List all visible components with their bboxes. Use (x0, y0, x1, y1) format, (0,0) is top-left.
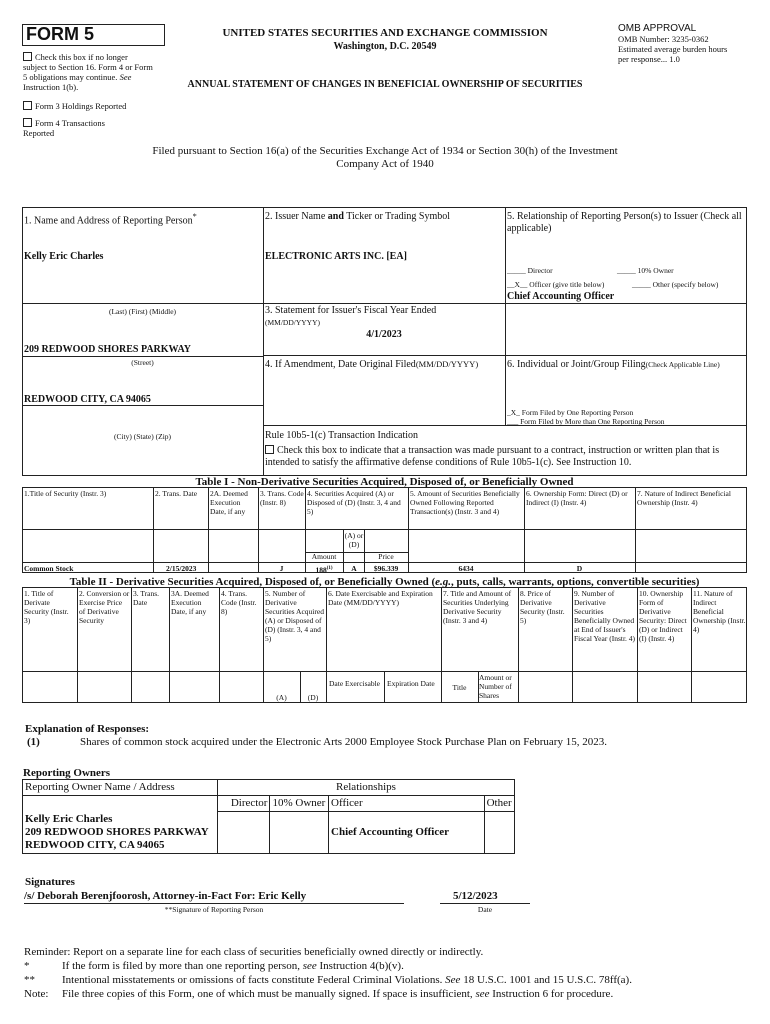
signature-date: 5/12/2023 (453, 890, 498, 902)
table1-title: Table I - Non-Derivative Securities Acquired, Disposed of, or Beneficially Owned (195, 476, 574, 488)
form4-checkbox[interactable] (23, 118, 32, 127)
no-longer-subject-option[interactable]: Check this box if no longer subject to Section 16. Form 4 or Form 5 obligations may continue. See Instruction 1(b). (23, 52, 153, 92)
divider (22, 562, 747, 563)
t1-col1-header: 1.Title of Security (Instr. 3) (24, 489, 107, 498)
date-line (440, 903, 530, 904)
fiscal-year-label: 3. Statement for Issuer's Fiscal Year Ended (265, 305, 437, 316)
t2-col1-header: 1. Title of Derivate Security (Instr. 3) (24, 589, 69, 625)
explanation-heading: Explanation of Responses: (25, 723, 150, 735)
officer-option[interactable]: __X__ Officer (give title below) (507, 280, 605, 289)
footer-note: File three copies of this Form, one of which must be manually signed. If space is insufficient, see Instruction 6 for procedure. (62, 988, 614, 1000)
owners-col-officer: Officer (329, 796, 485, 812)
t2-a-subheader: (A) (276, 693, 287, 702)
t1-row-aord: A (351, 564, 357, 573)
t2-expiration-subheader: Expiration Date (387, 679, 435, 688)
divider (153, 487, 154, 573)
signature-label: **Signature of Reporting Person (164, 905, 264, 914)
owners-col-director: Director (217, 796, 270, 812)
t1-col7-header: 7. Nature of Indirect Beneficial Ownership (Instr. 4) (637, 489, 731, 507)
no-longer-subject-checkbox[interactable] (23, 52, 32, 61)
divider (572, 587, 573, 703)
t1-col3-header: 3. Trans. Code (Instr. 8) (260, 489, 304, 507)
signatures-heading: Signatures (25, 876, 75, 888)
divider (263, 587, 264, 703)
other-option[interactable]: _____ Other (specify below) (632, 280, 719, 289)
divider (169, 587, 170, 703)
last-first-middle-label: (Last) (First) (Middle) (108, 307, 177, 316)
t1-amount-subheader: Amount (311, 552, 337, 561)
amendment-label: 4. If Amendment, Date Original Filed(MM/DD/YYYY) (265, 359, 479, 370)
t2-col9-header: 9. Number of Derivative Securities Beneficially Owned at End of Issuer's Fiscal Year (Instr. 4) (574, 589, 636, 643)
t1-row-price: $96.339 (373, 564, 399, 573)
fiscal-year-sub: (MM/DD/YYYY) (265, 318, 320, 327)
omb-title: OMB APPROVAL (618, 23, 697, 34)
owner-name: Kelly Eric Charles (25, 812, 113, 825)
divider (263, 303, 505, 304)
issuer-value: ELECTRONIC ARTS INC. [EA] (265, 251, 407, 262)
rule10b5-checkbox[interactable] (265, 445, 274, 454)
table2-title: Table II - Derivative Securities Acquired, Disposed of, or Beneficially Owned (e.g., puts, calls, warrants, options, convertible securities) (69, 576, 700, 588)
owner-officer-title: Chief Accounting Officer (329, 812, 485, 854)
form3-checkbox[interactable] (23, 101, 32, 110)
t2-col3-header: 3. Trans. Date (133, 589, 160, 607)
street-label: (Street) (131, 358, 154, 367)
t2-d-subheader: (D) (307, 693, 319, 702)
owners-col-other: Other (484, 796, 514, 812)
rule10b5-label: Rule 10b5-1(c) Transaction Indication (265, 430, 419, 441)
divider (691, 587, 692, 703)
divider (22, 529, 747, 530)
t1-col4-header: 4. Securities Acquired (A) or Disposed of (D) (Instr. 3, 4 and 5) (307, 489, 401, 516)
t2-col5-header: 5. Number of Derivative Securities Acquired (A) or Disposed of (D) (Instr. 3, 4 and 5) (265, 589, 324, 643)
t1-row-amount: 188$^{(1)}$ (315, 565, 333, 575)
form4-option[interactable]: Form 4 Transactions Reported (23, 118, 105, 138)
t2-col2-header: 2. Conversion or Exercise Price of Derivative Security (79, 589, 130, 625)
divider (505, 207, 506, 425)
date-label: Date (477, 905, 493, 914)
divider (637, 587, 638, 703)
agency-city: Washington, D.C. 20549 (333, 41, 437, 52)
divider (524, 487, 525, 573)
divider (258, 487, 259, 573)
t1-col5-header: 5. Amount of Securities Beneficially Owned Following Reported Transaction(s) (Instr. 3 and 4) (410, 489, 520, 516)
owner-city: REDWOOD CITY, CA 94065 (25, 838, 165, 851)
divider (77, 587, 78, 703)
t2-col8-header: 8. Price of Derivative Security (Instr. 5) (520, 589, 565, 625)
footer-reminder: Reminder: Report on a separate line for each class of securities beneficially owned directly or indirectly. (24, 946, 484, 958)
owners-col-10pct: 10% Owner (270, 796, 329, 812)
footer-star2-mark: ** (24, 974, 35, 986)
t1-col2a-header: 2A. Deemed Execution Date, if any (210, 489, 248, 516)
explanation-note-text: Shares of common stock acquired under the Electronic Arts 2000 Employee Stock Purchase Plan on February 15, 2023. (80, 736, 607, 748)
divider (326, 587, 327, 703)
footer-star1-mark: * (24, 960, 30, 972)
one-person-option[interactable]: _X_ Form Filed by One Reporting Person (507, 408, 634, 417)
omb-burden: Estimated average burden hours per response... 1.0 (618, 44, 728, 64)
divider (22, 303, 263, 304)
form-title: FORM 5 (26, 24, 95, 44)
owners-heading: Reporting Owners (23, 767, 111, 779)
divider (263, 355, 747, 356)
owners-col-name: Reporting Owner Name / Address (23, 780, 218, 796)
t2-col11-header: 11. Nature of Indirect Beneficial Ownership (Instr. 4) (693, 589, 746, 634)
t2-amount-subheader: Amount or Number of Shares (479, 673, 512, 700)
agency-name: UNITED STATES SECURITIES AND EXCHANGE COMMISSION (222, 27, 548, 39)
omb-approval (618, 24, 738, 64)
statement-title: ANNUAL STATEMENT OF CHANGES IN BENEFICIAL OWNERSHIP OF SECURITIES (187, 79, 583, 90)
city-label: (City) (State) (Zip) (113, 432, 172, 441)
t1-row-security: Common Stock (24, 564, 74, 573)
t2-title-subheader: Title (452, 683, 467, 692)
t2-col6-header: 6. Date Exercisable and Expiration Date (MM/DD/YYYY) (328, 589, 433, 607)
owners-table (22, 779, 515, 854)
rule10b5-option[interactable]: Check this box to indicate that a transaction was made pursuant to a contract, instruction or written plan that is intended to satisfy the affirmative defense conditions of Rule 10b5-1(c). See Instruction 10. (265, 445, 720, 468)
t1-row-code: J (279, 564, 284, 573)
street-value: 209 REDWOOD SHORES PARKWAY (24, 344, 191, 355)
joint-filing-label: 6. Individual or Joint/Group Filing(Check Applicable Line) (507, 359, 720, 370)
director-option[interactable]: _____ Director (507, 266, 553, 275)
divider (635, 487, 636, 573)
ten-pct-option[interactable]: _____ 10% Owner (617, 266, 674, 275)
footer-star1: If the form is filed by more than one reporting person, see Instruction 4(b)(v). (62, 960, 404, 972)
issuer-label: 2. Issuer Name and Ticker or Trading Symbol (265, 211, 451, 222)
explanation-note-number: (1) (27, 736, 40, 748)
t2-exercisable-subheader: Date Exercisable (329, 679, 381, 688)
divider (505, 303, 747, 304)
t1-col6-header: 6. Ownership Form: Direct (D) or Indirect (I) (Instr. 4) (526, 489, 628, 507)
divider (219, 587, 220, 703)
relationship-label: 5. Relationship of Reporting Person(s) to Issuer (Check all applicable) (507, 211, 742, 234)
t2-col10-header: 10. Ownership Form of Derivative Security: Direct (D) or Indirect (I) (Instr. 4) (639, 589, 687, 643)
t1-row-form: D (576, 564, 583, 573)
form3-option[interactable]: Form 3 Holdings Reported (23, 101, 158, 111)
divider (408, 487, 409, 573)
t2-col4-header: 4. Trans. Code (Instr. 8) (221, 589, 257, 616)
t1-aord-subheader: (A) or (D) (344, 531, 364, 549)
divider (131, 587, 132, 703)
t1-price-subheader: Price (378, 552, 394, 561)
officer-title: Chief Accounting Officer (507, 291, 615, 302)
t1-row-owned: 6434 (458, 564, 474, 573)
t1-row-date: 2/15/2023 (166, 564, 197, 573)
fiscal-year-value: 4/1/2023 (366, 329, 402, 340)
t2-col7-header: 7. Title and Amount of Securities Underlying Derivative Security (Instr. 3 and 4) (443, 589, 512, 625)
footer-star2: Intentional misstatements or omissions of facts constitute Federal Criminal Violations. See 18 U.S.C. 1001 and 15 U.S.C. 78ff(a). (62, 974, 632, 986)
divider (208, 487, 209, 573)
divider (22, 356, 263, 357)
reporting-person-label: 1. Name and Address of Reporting Person* (24, 212, 197, 227)
reporting-person-name: Kelly Eric Charles (24, 251, 104, 262)
owners-row-address (23, 812, 218, 854)
t1-col2-header: 2. Trans. Date (155, 489, 198, 498)
footer-note-mark: Note: (24, 988, 49, 1000)
city-value: REDWOOD CITY, CA 94065 (24, 394, 151, 405)
t2-col3a-header: 3A. Deemed Execution Date, if any (171, 589, 209, 616)
divider (384, 671, 385, 703)
filed-pursuant: Filed pursuant to Section 16(a) of the Securities Exchange Act of 1934 or Section 30(h) of the Investment Company Act of 1940 (152, 145, 618, 170)
multiple-persons-option[interactable]: ___ Form Filed by More than One Reporting Person (507, 417, 665, 426)
divider (263, 207, 264, 476)
divider (263, 425, 747, 426)
owner-street: 209 REDWOOD SHORES PARKWAY (25, 825, 209, 838)
omb-number: OMB Number: 3235-0362 (618, 34, 709, 44)
signature-value: /s/ Deborah Berenjfoorosh, Attorney-in-Fact For: Eric Kelly (24, 890, 307, 902)
signature-line (24, 903, 404, 904)
owners-col-relationships: Relationships (217, 780, 514, 796)
